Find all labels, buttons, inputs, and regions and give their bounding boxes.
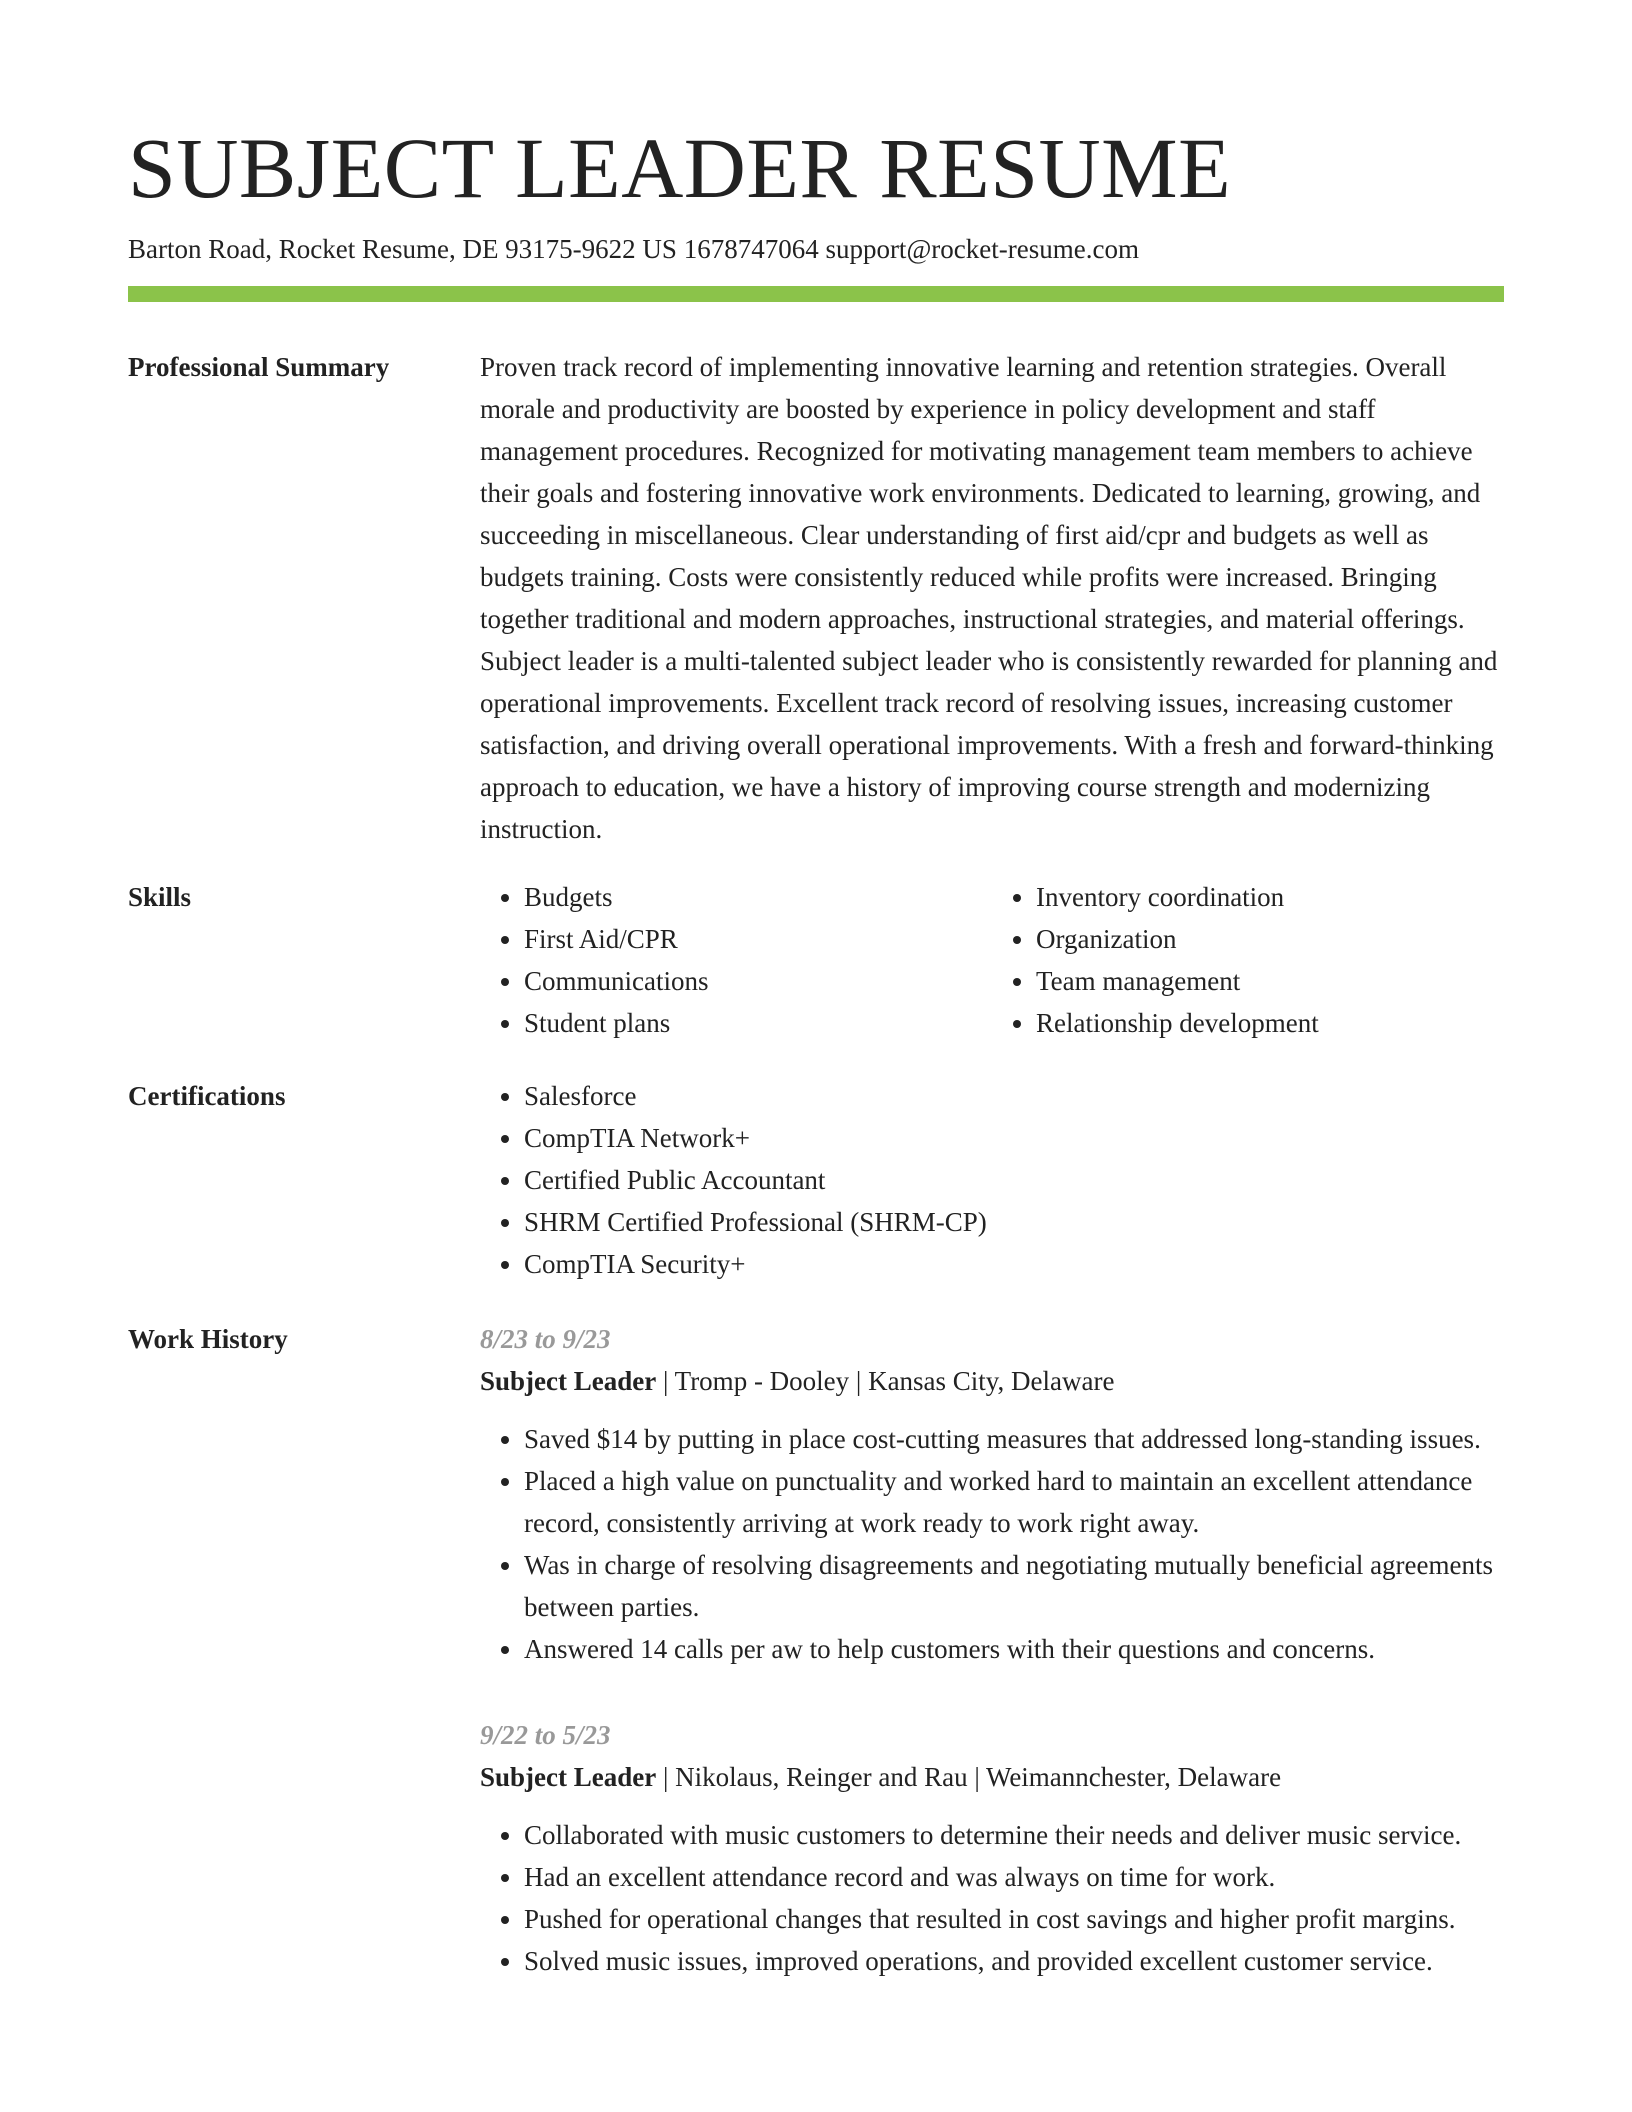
- certification-item: • SHRM Certified Professional (SHRM-CP): [524, 1201, 1504, 1243]
- certification-item: • CompTIA Network+: [524, 1117, 1504, 1159]
- job-bullet: • Saved $14 by putting in place cost-cutting measures that addressed long-standing issues.: [524, 1418, 1504, 1460]
- certification-item: • Salesforce: [524, 1075, 1504, 1117]
- job-bullet: • Pushed for operational changes that resulted in cost savings and higher profit margins.: [524, 1898, 1504, 1940]
- skills-list-left: [480, 876, 992, 1044]
- job-bullet: • Placed a high value on punctuality and worked hard to maintain an excellent attendance record, consistently arriving at work ready to work right away.: [524, 1460, 1504, 1544]
- certifications-label: Certifications: [128, 1081, 286, 1111]
- job-date: 9/22 to 5/23: [480, 1720, 611, 1750]
- resume-title: SUBJECT LEADER RESUME: [128, 120, 1232, 216]
- skills-label: Skills: [128, 882, 192, 912]
- skill-item: • Student plans: [524, 1002, 992, 1044]
- contact-line: Barton Road, Rocket Resume, DE 93175-9622 US 1678747064 support@rocket-resume.com: [128, 234, 1139, 264]
- skill-item: • Organization: [1036, 918, 1504, 960]
- skills-columns: [480, 876, 1504, 1044]
- summary-body: [480, 346, 1504, 850]
- skill-item: • Inventory coordination: [1036, 876, 1504, 918]
- work-history-label: Work History: [128, 1324, 288, 1354]
- job-bullet: • Answered 14 calls per aw to help customers with their questions and concerns.: [524, 1628, 1504, 1670]
- job-heading: [480, 1756, 1504, 1798]
- summary-text: Proven track record of implementing innovative learning and retention strategies. Overall morale and productivity are boosted by experience in policy development and staff management procedures. Recognized for motivating management team members to achieve their goals and fostering innovative work environments. Dedicated to learning, growing, and succeeding in miscellaneous. Clear understanding of first aid/cpr and budgets as well as budgets training. Costs were consistently reduced while profits were increased. Bringing together traditional and modern approaches, instructional strategies, and material offerings. Subject leader is a multi-talented subject leader who is consistently rewarded for planning and operational improvements. Excellent track record of resolving issues, increasing customer satisfaction, and driving overall operational improvements. With a fresh and forward-thinking approach to education, we have a history of improving course strength and modernizing instruction.: [480, 352, 1498, 844]
- certifications-list: [480, 1075, 1504, 1285]
- job-entry: [480, 1714, 1504, 1982]
- job-entry: [480, 1318, 1504, 1670]
- job-bullet: • Solved music issues, improved operations, and provided excellent customer service.: [524, 1940, 1504, 1982]
- job-bullets: [480, 1814, 1504, 1982]
- job-title: Subject Leader: [480, 1762, 657, 1792]
- job-bullet: • Was in charge of resolving disagreements and negotiating mutually beneficial agreements between parties.: [524, 1544, 1504, 1628]
- skill-item: • Communications: [524, 960, 992, 1002]
- accent-divider: [128, 286, 1504, 302]
- job-date: 8/23 to 9/23: [480, 1324, 611, 1354]
- certification-item: • CompTIA Security+: [524, 1243, 1504, 1285]
- job-heading: [480, 1360, 1504, 1402]
- skill-item: • Relationship development: [1036, 1002, 1504, 1044]
- certification-item: • Certified Public Accountant: [524, 1159, 1504, 1201]
- skill-item: • Team management: [1036, 960, 1504, 1002]
- summary-label: Professional Summary: [128, 352, 390, 382]
- skill-item: • Budgets: [524, 876, 992, 918]
- job-employer-location: | Nikolaus, Reinger and Rau | Weimannchester, Delaware: [656, 1762, 1282, 1792]
- job-bullet: • Collaborated with music customers to determine their needs and deliver music service.: [524, 1814, 1504, 1856]
- job-title: Subject Leader: [480, 1366, 657, 1396]
- job-employer-location: | Tromp - Dooley | Kansas City, Delaware: [656, 1366, 1115, 1396]
- job-bullets: [480, 1418, 1504, 1670]
- job-bullet: • Had an excellent attendance record and was always on time for work.: [524, 1856, 1504, 1898]
- skill-item: • First Aid/CPR: [524, 918, 992, 960]
- skills-body: [480, 876, 1504, 1044]
- skills-list-right: [992, 876, 1504, 1044]
- work-history-body: [480, 1318, 1504, 2026]
- certifications-body: [480, 1075, 1504, 1285]
